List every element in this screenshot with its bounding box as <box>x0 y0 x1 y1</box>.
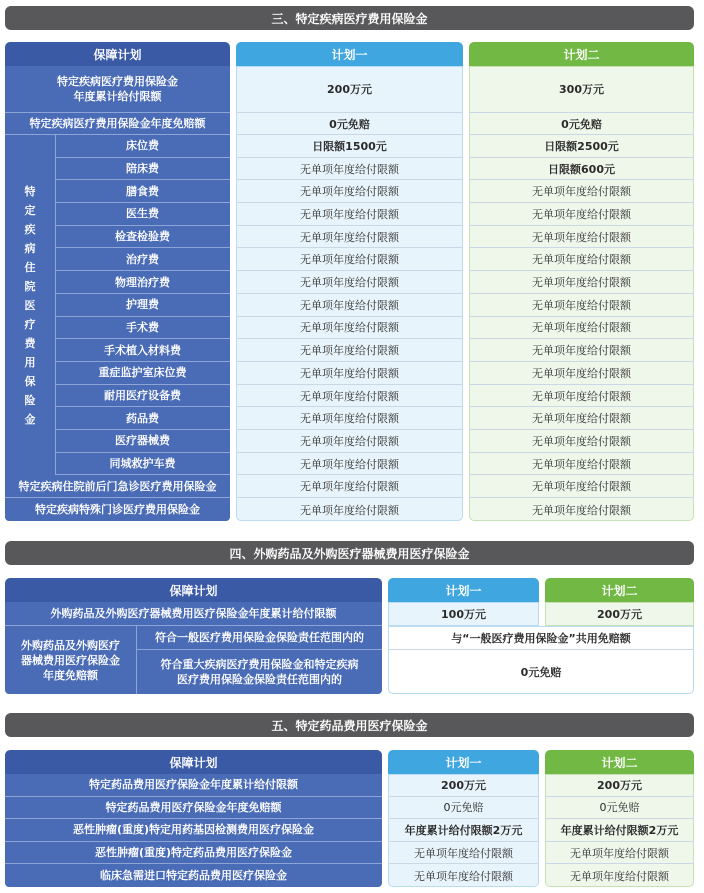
s5-header-plan1: 计划一 <box>388 750 539 774</box>
s4-header-plan: 保障计划 <box>5 578 382 602</box>
row-label: 手术植入材料费 <box>55 339 230 362</box>
plan1-value: 无单项年度给付限额 <box>236 317 463 340</box>
plan1-value: 无单项年度给付限额 <box>236 476 463 499</box>
s4-sub1-merged-value: 与“一般医疗费用保险金”共用免赔额 <box>388 626 694 650</box>
s4-header-plan1: 计划一 <box>388 578 539 602</box>
s4-row1-plan2: 200万元 <box>597 608 642 621</box>
vertical-label-char: 疗 <box>24 317 36 331</box>
plan2-value: 200万元 <box>545 774 694 797</box>
plan2-value: 无单项年度给付限额 <box>545 842 694 865</box>
plan1-value: 无单项年度给付限额 <box>300 503 399 517</box>
row-label: 特定药品费用医疗保险金年度累计给付限额 <box>5 774 382 797</box>
row-label: 特定疾病特殊门诊医疗费用保险金 <box>35 503 200 517</box>
plan1-value: 200万元 <box>236 66 463 113</box>
plan1-value: 无单项年度给付限额 <box>414 869 513 883</box>
plan1-value: 无单项年度给付限额 <box>236 430 463 453</box>
vertical-label-char: 疾 <box>24 222 36 236</box>
plan2-value: 无单项年度给付限额 <box>469 362 694 385</box>
plan1-value: 无单项年度给付限额 <box>236 249 463 272</box>
row-label: 同城救护车费 <box>55 453 230 476</box>
plan1-value: 无单项年度给付限额 <box>388 842 539 865</box>
plan1-value: 无单项年度给付限额 <box>236 453 463 476</box>
plan2-value: 0元免赔 <box>545 797 694 820</box>
plan1-value: 无单项年度给付限额 <box>236 226 463 249</box>
row-label: 膳食费 <box>55 180 230 203</box>
plan2-value: 无单项年度给付限额 <box>469 476 694 499</box>
s5-header-plan: 保障计划 <box>5 750 382 774</box>
row-label: 医疗器械费 <box>55 430 230 453</box>
row-label: 恶性肿瘤(重度)特定用药基因检测费用医疗保险金 <box>5 819 382 842</box>
plan2-value: 无单项年度给付限额 <box>469 226 694 249</box>
row-label: 陪床费 <box>55 158 230 181</box>
s3-header-plan2: 计划二 <box>469 42 694 66</box>
vertical-label-char: 医 <box>24 298 36 312</box>
section3-title: 三、特定疾病医疗费用保险金 <box>5 6 694 30</box>
plan2-value: 日限额600元 <box>469 158 694 181</box>
plan1-value: 无单项年度给付限额 <box>236 339 463 362</box>
plan1-value: 年度累计给付限额2万元 <box>388 819 539 842</box>
plan2-value: 无单项年度给付限额 <box>469 249 694 272</box>
row-label: 床位费 <box>55 135 230 158</box>
plan1-value: 0元免赔 <box>236 113 463 135</box>
plan2-value: 无单项年度给付限额 <box>469 271 694 294</box>
plan1-value: 日限额1500元 <box>236 135 463 158</box>
row-label: 特定疾病医疗费用保险金年度免赔额 <box>5 113 230 135</box>
plan2-value: 0元免赔 <box>469 113 694 135</box>
vertical-label-char: 保 <box>24 374 36 388</box>
plan2-value: 无单项年度给付限额 <box>469 385 694 408</box>
plan2-value: 无单项年度给付限额 <box>469 339 694 362</box>
plan1-value: 无单项年度给付限额 <box>236 203 463 226</box>
row-label: 护理费 <box>55 294 230 317</box>
section4-title: 四、外购药品及外购医疗器械费用医疗保险金 <box>5 541 694 565</box>
vertical-label-char: 病 <box>24 241 36 255</box>
row-label: 特定疾病住院前后门急诊医疗费用保险金 <box>5 476 230 499</box>
plan2-value: 年度累计给付限额2万元 <box>545 819 694 842</box>
plan2-value: 无单项年度给付限额 <box>570 869 669 883</box>
vertical-label-char: 特 <box>24 184 36 198</box>
row-label: 特定疾病医疗费用保险金 年度累计给付限额 <box>5 66 230 113</box>
row-label: 手术费 <box>55 317 230 340</box>
plan1-value: 无单项年度给付限额 <box>236 271 463 294</box>
row-label: 重症监护室床位费 <box>55 362 230 385</box>
vertical-label-char: 金 <box>24 412 36 426</box>
s3-vertical-label <box>5 135 56 475</box>
row-label: 医生费 <box>55 203 230 226</box>
plan2-value: 无单项年度给付限额 <box>469 294 694 317</box>
plan1-value: 无单项年度给付限额 <box>236 294 463 317</box>
plan2-value: 无单项年度给付限额 <box>469 430 694 453</box>
row-label: 药品费 <box>55 407 230 430</box>
vertical-label-char: 定 <box>24 203 36 217</box>
plan2-value: 无单项年度给付限额 <box>469 180 694 203</box>
plan2-value: 无单项年度给付限额 <box>469 453 694 476</box>
s3-header-plan1: 计划一 <box>236 42 463 66</box>
row-label: 耐用医疗设备费 <box>55 385 230 408</box>
s3-header-plan: 保障计划 <box>5 42 230 66</box>
s4-sub2-merged-value: 0元免赔 <box>520 666 562 679</box>
plan1-value: 0元免赔 <box>388 797 539 820</box>
s4-sub2-label: 符合重大疾病医疗费用保险金和特定疾病 医疗费用保险金保险责任范围内的 <box>160 658 359 686</box>
s5-header-plan2: 计划二 <box>545 750 694 774</box>
plan1-value: 200万元 <box>388 774 539 797</box>
plan2-value: 300万元 <box>469 66 694 113</box>
plan1-value: 无单项年度给付限额 <box>236 158 463 181</box>
vertical-label-char: 险 <box>24 393 36 407</box>
plan1-value: 无单项年度给付限额 <box>236 407 463 430</box>
s4-row1-label: 外购药品及外购医疗器械费用医疗保险金年度累计给付限额 <box>5 602 382 626</box>
plan2-value: 无单项年度给付限额 <box>469 317 694 340</box>
row-label: 恶性肿瘤(重度)特定药品费用医疗保险金 <box>5 842 382 865</box>
row-label: 检查检验费 <box>55 226 230 249</box>
plan1-value: 无单项年度给付限额 <box>236 180 463 203</box>
section5-title: 五、特定药品费用医疗保险金 <box>5 713 694 737</box>
plan2-value: 无单项年度给付限额 <box>469 407 694 430</box>
plan2-value: 无单项年度给付限额 <box>469 203 694 226</box>
s4-row1-plan1: 100万元 <box>441 608 486 621</box>
plan2-value: 日限额2500元 <box>469 135 694 158</box>
row-label: 临床急需进口特定药品费用医疗保险金 <box>100 869 287 883</box>
row-label: 特定药品费用医疗保险金年度免赔额 <box>5 797 382 820</box>
row-label: 治疗费 <box>55 249 230 272</box>
s4-deductible-group-label: 外购药品及外购医疗 器械费用医疗保险金 年度免赔额 <box>5 626 137 694</box>
vertical-label-char: 院 <box>24 279 36 293</box>
vertical-label-char: 住 <box>24 260 36 274</box>
row-label: 物理治疗费 <box>55 271 230 294</box>
plan2-value: 无单项年度给付限额 <box>532 503 631 517</box>
vertical-label-char: 费 <box>24 336 36 350</box>
plan1-value: 无单项年度给付限额 <box>236 362 463 385</box>
vertical-label-char: 用 <box>24 355 36 369</box>
s4-sub1-label: 符合一般医疗费用保险金保险责任范围内的 <box>137 626 382 650</box>
s4-header-plan2: 计划二 <box>545 578 694 602</box>
plan1-value: 无单项年度给付限额 <box>236 385 463 408</box>
